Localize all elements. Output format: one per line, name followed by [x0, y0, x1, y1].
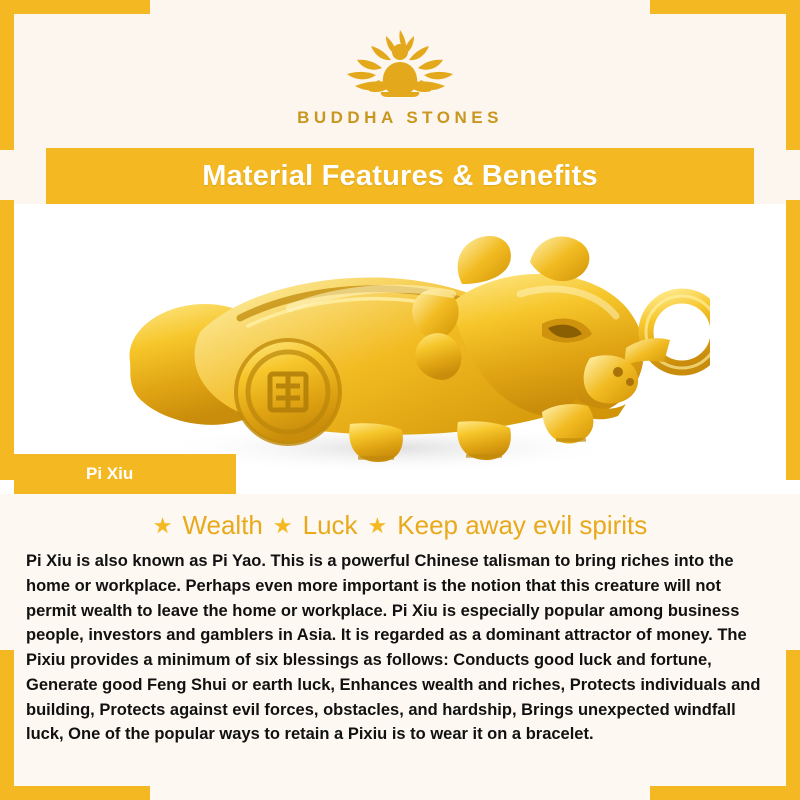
product-caption: Pi Xiu: [86, 464, 134, 483]
brand-header: [0, 0, 800, 148]
star-icon: ★: [272, 512, 293, 538]
corner-frame-bottom-right-vertical: [786, 650, 800, 800]
star-icon: ★: [367, 512, 388, 538]
corner-frame-bottom-right-horizontal: [650, 786, 800, 800]
lotus-meditation-icon: [335, 22, 465, 104]
gold-pixiu-pendant-image: [90, 212, 710, 487]
corner-frame-top-right-horizontal: [650, 0, 800, 14]
benefit-item-wealth: Wealth: [182, 510, 263, 540]
side-accent-bar-left: [0, 200, 14, 480]
corner-frame-bottom-left-vertical: [0, 650, 14, 800]
brand-logo: [0, 22, 800, 128]
star-icon: ★: [152, 512, 173, 538]
corner-frame-top-left-vertical: [0, 0, 14, 150]
brand-name: BUDDHA STONES: [297, 108, 503, 127]
description-text: Pi Xiu is also known as Pi Yao. This is a powerful Chinese talisman to bring riches into the home or workplace. Perhaps even more important is the notion that this creature will not permit wealth to leave the home or workplace. Pi Xiu is especially popular among business people, investors and gamblers in Asia. It is regarded as a dominant attractor of money. The Pixiu provides a minimum of six blessings as follows: Conducts good luck and fortune, Generate good Feng Shui or earth luck, Enhances wealth and riches, Protects individuals and building, Protects against evil forces, obstacles, and hardship, Brings unexpected windfall luck, One of the popular ways to retain a Pixiu is to wear it on a bracelet.: [26, 552, 761, 744]
product-caption-band: [14, 454, 236, 494]
benefits-section: [0, 494, 800, 747]
benefit-list: [22, 510, 778, 541]
product-hero: [0, 204, 800, 494]
benefit-item-evil-spirits: Keep away evil spirits: [397, 510, 648, 540]
corner-frame-bottom-left-horizontal: [0, 786, 150, 800]
benefit-item-luck: Luck: [302, 510, 358, 540]
section-title-band: [0, 148, 800, 204]
side-accent-bar-right: [786, 200, 800, 480]
page-title: Material Features & Benefits: [202, 159, 598, 192]
corner-frame-top-right-vertical: [786, 0, 800, 150]
corner-frame-top-left-horizontal: [0, 0, 150, 14]
